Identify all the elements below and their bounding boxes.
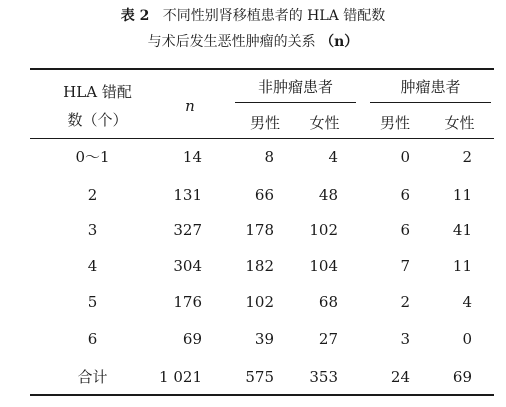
cell-tumor-male: 6 [400, 221, 410, 239]
header-non-tumor-male: 男性 [249, 114, 280, 132]
header-hla-line2: 数（个） [67, 111, 128, 129]
cell-non-tumor-male: 8 [264, 148, 274, 166]
cell-hla: 3 [87, 221, 98, 239]
group-rule-left [235, 102, 356, 103]
caption-line-1 [0, 6, 506, 26]
cell-tumor-female: 11 [452, 186, 472, 204]
cell-n: 304 [173, 257, 202, 275]
cell-tumor-female-total: 69 [452, 368, 472, 386]
cell-tumor-male: 2 [400, 293, 410, 311]
cell-n: 69 [182, 330, 202, 348]
cell-tumor-male: 6 [400, 186, 410, 204]
table-number: 表 2 [120, 8, 150, 24]
cell-tumor-female: 41 [452, 221, 472, 239]
cell-hla: 6 [87, 330, 98, 348]
cell-tumor-male-total: 24 [390, 368, 410, 386]
cell-n: 327 [173, 221, 202, 239]
cell-tumor-female: 4 [462, 293, 472, 311]
cell-n: 14 [182, 148, 202, 166]
header-non-tumor: 非肿瘤患者 [257, 78, 333, 96]
cell-tumor-male: 3 [400, 330, 410, 348]
cell-non-tumor-male-total: 575 [245, 368, 274, 386]
cell-non-tumor-male: 102 [245, 293, 274, 311]
cell-non-tumor-male: 182 [245, 257, 274, 275]
cell-hla: 0～1 [75, 148, 110, 166]
cell-non-tumor-female: 102 [309, 221, 338, 239]
header-non-tumor-female: 女性 [309, 114, 340, 132]
cell-n-total: 1 021 [159, 368, 202, 386]
cell-non-tumor-female: 27 [318, 330, 338, 348]
cell-tumor-female: 2 [462, 148, 472, 166]
caption-title-2: 与术后发生恶性肿瘤的关系 [147, 34, 316, 50]
top-rule [30, 68, 494, 70]
cell-n: 131 [173, 186, 202, 204]
cell-hla: 4 [87, 257, 98, 275]
cell-non-tumor-male: 66 [254, 186, 274, 204]
header-rule [30, 138, 494, 139]
cell-hla: 2 [87, 186, 98, 204]
header-tumor: 肿瘤患者 [400, 78, 461, 96]
group-rule-right [370, 102, 491, 103]
cell-tumor-female: 11 [452, 257, 472, 275]
bottom-rule [30, 394, 494, 396]
cell-tumor-male: 0 [400, 148, 410, 166]
header-hla-line1: HLA 错配 [63, 83, 132, 101]
cell-non-tumor-female: 48 [318, 186, 338, 204]
cell-non-tumor-female: 4 [328, 148, 338, 166]
cell-non-tumor-female: 104 [309, 257, 338, 275]
cell-non-tumor-male: 178 [245, 221, 274, 239]
caption-line-2 [0, 32, 506, 52]
caption-unit: （n） [320, 34, 359, 50]
header-tumor-female: 女性 [444, 114, 475, 132]
cell-n: 176 [173, 293, 202, 311]
cell-hla-total: 合计 [77, 368, 108, 386]
cell-tumor-female: 0 [462, 330, 472, 348]
cell-non-tumor-male: 39 [254, 330, 274, 348]
cell-non-tumor-female-total: 353 [309, 368, 338, 386]
header-n: n [185, 97, 195, 115]
cell-hla: 5 [87, 293, 98, 311]
header-tumor-male: 男性 [379, 114, 410, 132]
cell-non-tumor-female: 68 [318, 293, 338, 311]
caption-title-1: 不同性别肾移植患者的 HLA 错配数 [162, 8, 386, 24]
cell-tumor-male: 7 [400, 257, 410, 275]
